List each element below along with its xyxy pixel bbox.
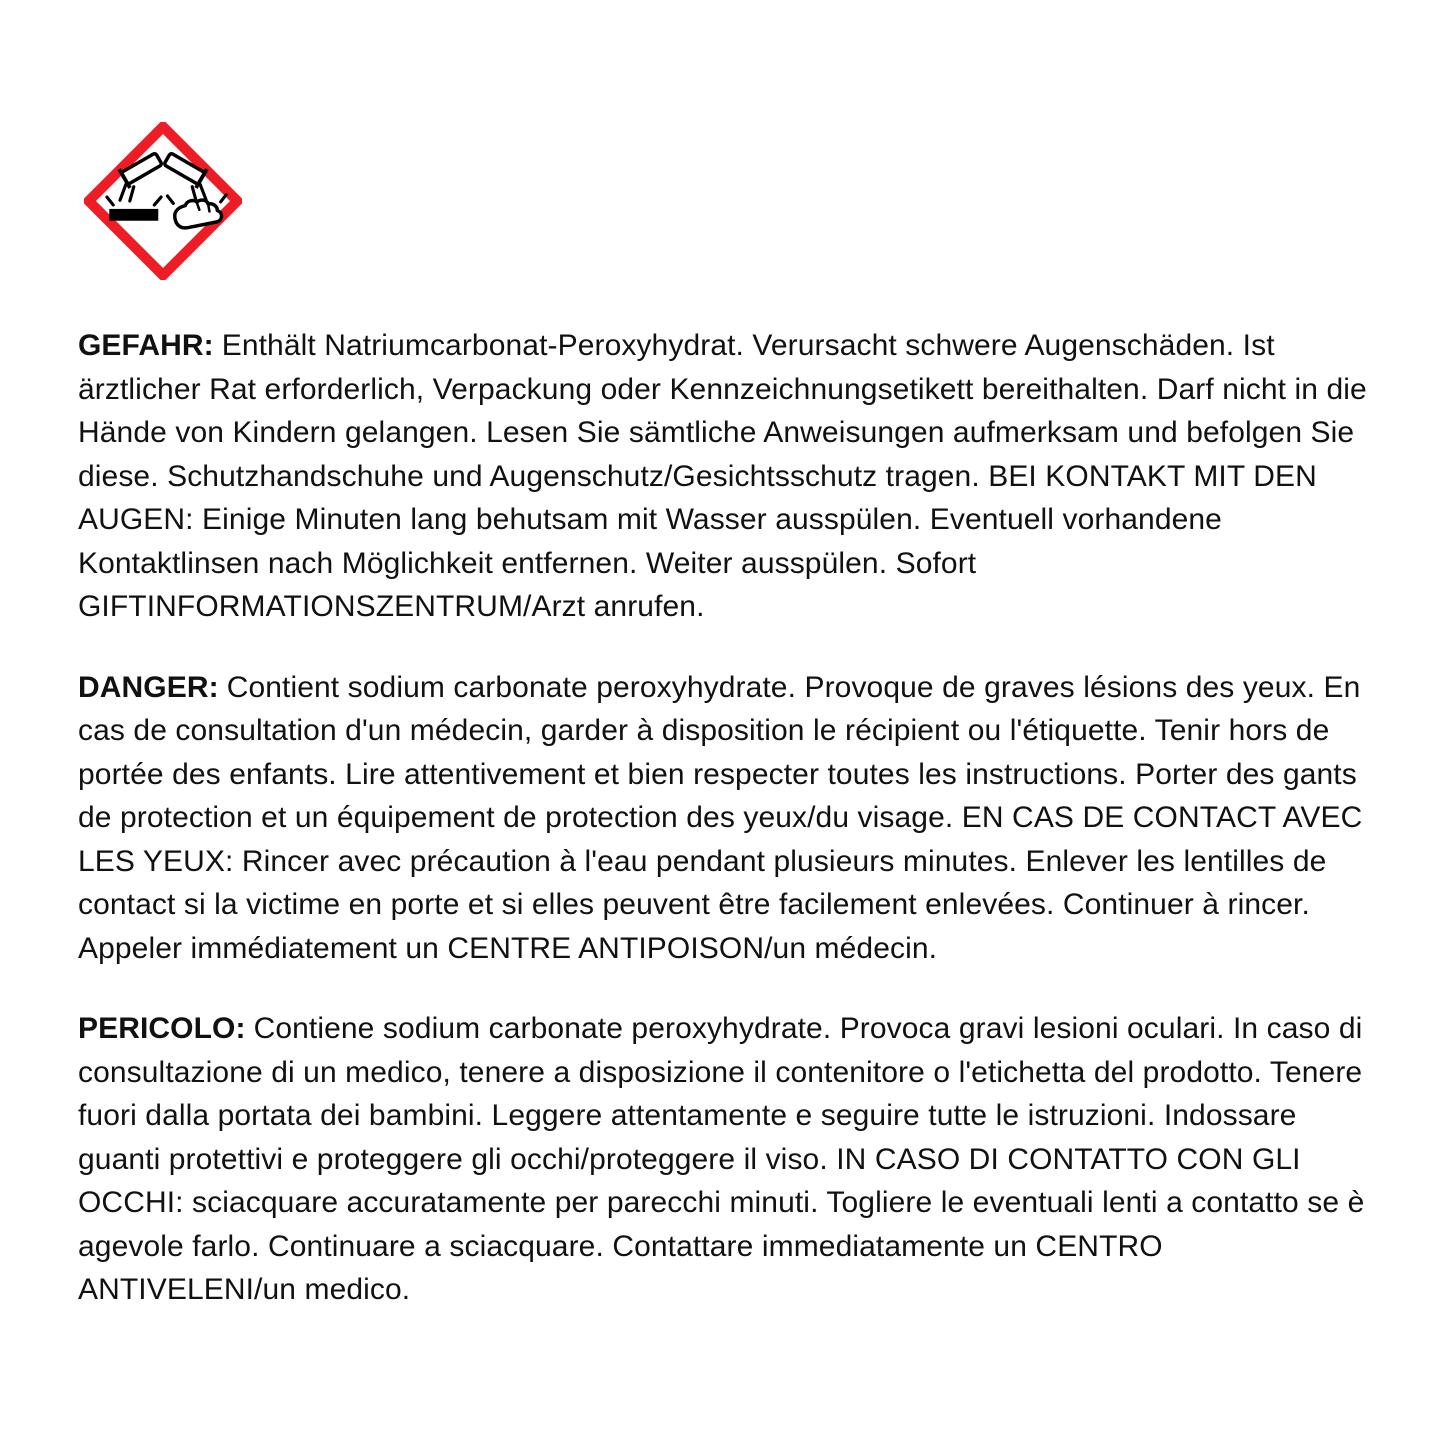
hazard-text-french: Contient sodium carbonate peroxyhydrate. Provoque de graves lésions des yeux. En cas de consultation d'un médecin, garder à disposition le récipient ou l'étiquette. Tenir hors de portée des enfants. Lire attentivement et bien respecter toutes les instructions. Porter des gants de protection et un équipement de protection des yeux/du visage. EN CAS DE CONTACT AVEC LES YEUX: Rincer avec précaution à l'eau pendant plusieurs minutes. Enlever les lentilles de contact si la victime en porte et si elles peuvent être facilement enlevées. Continuer à rincer. Appeler immédiatement un CENTRE ANTIPOISON/un médecin.	[78, 670, 1363, 965]
hazard-text-italian: Contiene sodium carbonate peroxyhydrate. Provoca gravi lesioni oculari. In caso di consultazione di un medico, tenere a disposizione il contenitore o l'etichetta del prodotto. Tenere fuori dalla portata dei bambini. Leggere attentamente e seguire tutte le istruzioni. Indossare guanti protettivi e proteggere gli occhi/proteggere il viso. IN CASO DI CONTATTO CON GLI OCCHI: sciacquare accuratamente per parecchi minuti. Togliere le eventuali lenti a contatto se è agevole farlo. Continuare a sciacquare. Contattare immediatamente un CENTRO ANTIVELENI/un medico.	[78, 1012, 1365, 1306]
hazard-paragraph-german	[78, 324, 1375, 629]
ghs05-corrosive-pictogram	[84, 122, 242, 280]
hazard-paragraph-italian	[78, 1007, 1375, 1312]
hazard-text-german: Enthält Natriumcarbonat-Peroxyhydrat. Verursacht schwere Augenschäden. Ist ärztlicher Rat erforderlich, Verpackung oder Kennzeichnungsetikett bereithalten. Darf nicht in die Hände von Kindern gelangen. Lesen Sie sämtliche Anweisungen aufmerksam und befolgen Sie diese. Schutzhandschuhe und Augenschutz/Gesichtsschutz tragen. BEI KONTAKT MIT DEN AUGEN: Einige Minuten lang behutsam mit Wasser ausspülen. Eventuell vorhandene Kontaktlinsen nach Möglichkeit entfernen. Weiter ausspülen. Sofort GIFTINFORMATIONSZENTRUM/Arzt anrufen.	[78, 329, 1367, 623]
hazard-statements	[78, 324, 1375, 1312]
corrosion-pictogram-icon	[84, 122, 242, 280]
surface-bar	[109, 209, 158, 221]
signal-word-french: DANGER:	[78, 670, 219, 704]
signal-word-italian: PERICOLO:	[78, 1012, 246, 1045]
signal-word-german: GEFAHR:	[78, 329, 214, 362]
hazard-paragraph-french	[78, 666, 1375, 971]
